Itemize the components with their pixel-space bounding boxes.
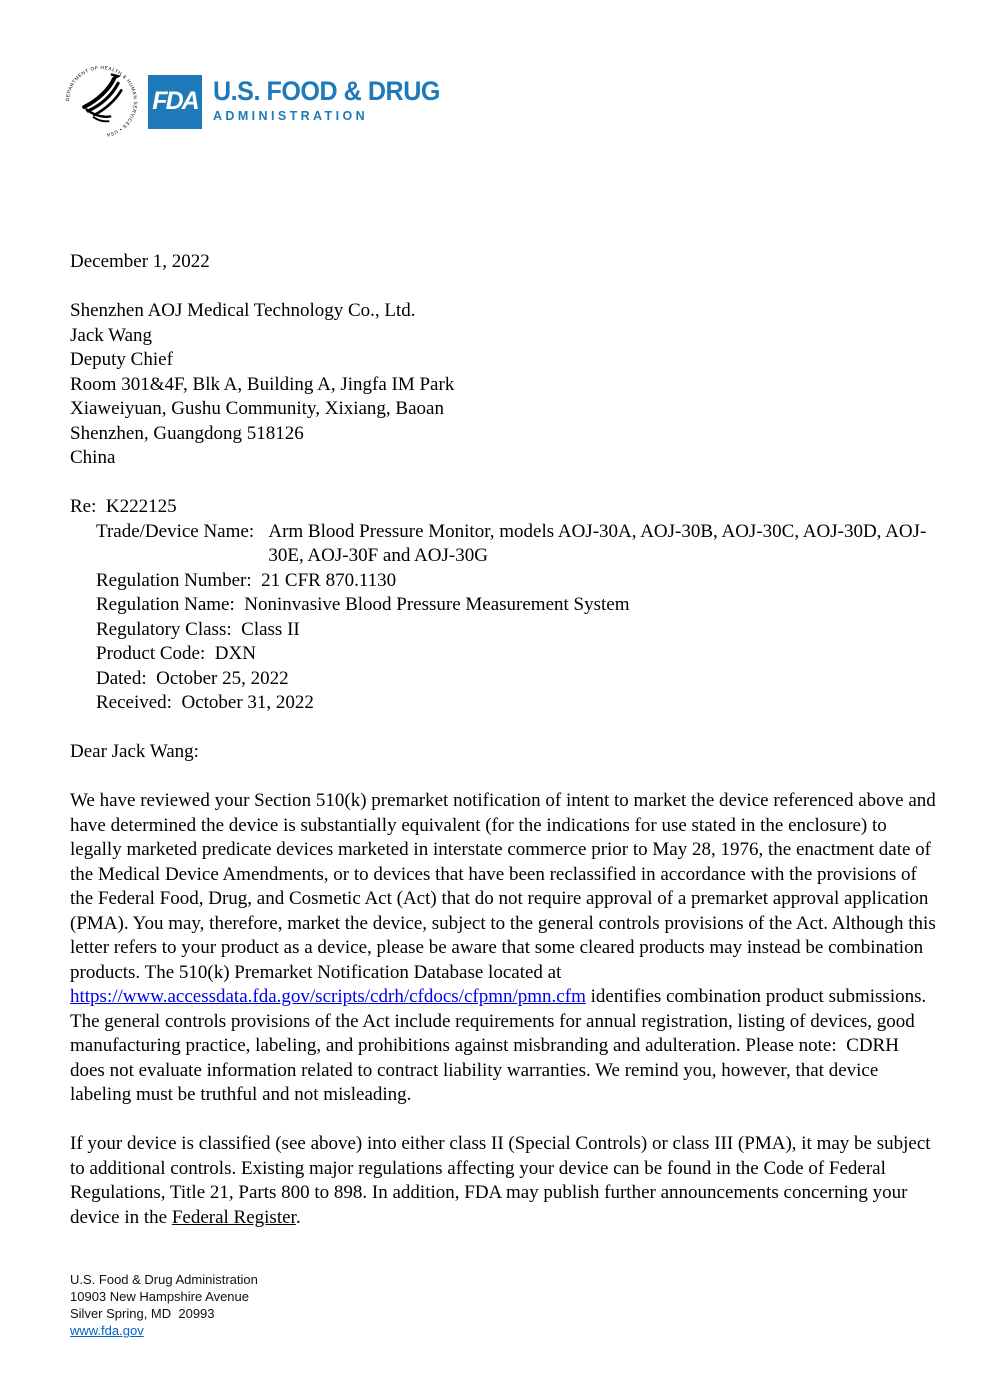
fda-square-icon: FDA	[148, 75, 202, 129]
fda-gov-link[interactable]: www.fda.gov	[70, 1323, 144, 1338]
letter-body	[70, 250, 941, 1255]
recipient-line: Shenzhen AOJ Medical Technology Co., Ltd.	[70, 300, 416, 321]
fda-wordmark	[213, 75, 457, 123]
re-row-value: Class II	[241, 618, 300, 640]
date-block	[70, 250, 936, 275]
re-details	[96, 520, 936, 716]
re-row-value: 21 CFR 870.1130	[261, 569, 397, 591]
fda-wordmark-line1: U.S. FOOD & DRUG	[213, 75, 440, 106]
svg-text:DEPARTMENT OF HEALTH & HUMAN S: DEPARTMENT OF HEALTH & HUMAN SERVICES • USA	[66, 66, 137, 137]
salutation-line: Dear Jack Wang:	[70, 741, 199, 762]
re-row-received	[96, 691, 936, 716]
re-row-label: Received:	[96, 692, 182, 713]
footer-line: U.S. Food & Drug Administration	[70, 1272, 258, 1287]
k-number: K222125	[105, 496, 177, 517]
fda-wordmark-line2: ADMINISTRATION	[213, 108, 368, 123]
recipient-line: China	[70, 447, 116, 468]
re-row-value: October 31, 2022	[181, 692, 314, 713]
re-row-label: Trade/Device Name:	[96, 520, 269, 542]
salutation	[70, 740, 936, 765]
recipient-address	[70, 299, 936, 471]
recipient-line: Deputy Chief	[70, 349, 173, 370]
re-row-value: October 25, 2022	[156, 667, 289, 689]
pmn-database-link[interactable]: https://www.accessdata.fda.gov/scripts/cdrh/cfdocs/cfpmn/pmn.cfm	[70, 986, 586, 1007]
re-row-value: Noninvasive Blood Pressure Measurement System	[244, 594, 630, 615]
re-row-label: Regulation Number:	[96, 569, 262, 591]
paragraph-text: If your device is classified (see above) into either class II (Special Controls) or class III (PMA), it may be subject to additional controls. Existing major regulations affecting your device can be found in the Code of Federal Regulations, Title 21, Parts 800 to 898. In addition, FDA may publish further announcements concerning your device in the	[70, 1133, 936, 1228]
re-row-regulation-name	[96, 593, 936, 618]
re-row-regulatory-class	[96, 618, 936, 643]
letterhead	[62, 62, 457, 141]
federal-register-link[interactable]: Federal Register	[171, 1206, 296, 1228]
re-row-product-code	[96, 642, 936, 667]
re-row-regulation-number	[96, 569, 936, 594]
re-row-dated	[96, 667, 936, 692]
re-row-trade-device-name	[96, 520, 936, 569]
re-block	[70, 495, 936, 716]
footer-line: Silver Spring, MD 20993	[70, 1306, 215, 1321]
footer-address	[70, 1271, 258, 1339]
re-label: Re:	[70, 496, 106, 517]
paragraph-text: identifies combination product submissions. The general controls provisions of the Act include requirements for annual registration, listing of devices, good manufacturing practice, labeling, and prohibitions against misbranding and adulteration. Please note: CDRH does not evaluate information related to contract liability warranties. We remind you, however, that device labeling must be truthful and not misleading.	[70, 986, 931, 1105]
paragraph-substantial-equivalence	[70, 789, 941, 1108]
paragraph-text: .	[295, 1206, 301, 1228]
recipient-line: Shenzhen, Guangdong 518126	[70, 422, 304, 444]
re-row-label: Dated:	[96, 667, 157, 689]
recipient-line: Xiaweiyuan, Gushu Community, Xixiang, Baoan	[70, 398, 444, 419]
fda-logo	[148, 75, 457, 129]
re-number-row	[70, 495, 936, 520]
re-row-value: DXN	[214, 643, 256, 664]
letter-date: December 1, 2022	[70, 251, 210, 272]
paragraph-classification	[70, 1132, 936, 1230]
hhs-eagle-seal-icon	[62, 62, 141, 141]
re-row-value: Arm Blood Pressure Monitor, models AOJ-30A, AOJ-30B, AOJ-30C, AOJ-30D, AOJ-30E, AOJ-30F and AOJ-30G	[268, 520, 927, 566]
paragraph-text: We have reviewed your Section 510(k) premarket notification of intent to market the device referenced above and have determined the device is substantially equivalent (for the indications for use stated in the enclosure) to legally marketed predicate devices marketed in interstate commerce prior to May 28, 1976, the enactment date of the Medical Device Amendments, or to devices that have been reclassified in accordance with the provisions of the Federal Food, Drug, and Cosmetic Act (Act) that do not require approval of a premarket approval application (PMA). You may, therefore, market the device, subject to the general controls provisions of the Act. Although this letter refers to your product as a device, please be aware that some cleared products may instead be combination products. The 510(k) Premarket Notification Database located at	[70, 790, 941, 983]
recipient-line: Room 301&4F, Blk A, Building A, Jingfa IM Park	[70, 373, 455, 395]
re-row-label: Regulation Name:	[96, 594, 245, 615]
re-row-label: Regulatory Class:	[96, 618, 242, 640]
recipient-line: Jack Wang	[70, 324, 153, 346]
footer-line: 10903 New Hampshire Avenue	[70, 1289, 249, 1304]
re-row-label: Product Code:	[96, 643, 215, 664]
